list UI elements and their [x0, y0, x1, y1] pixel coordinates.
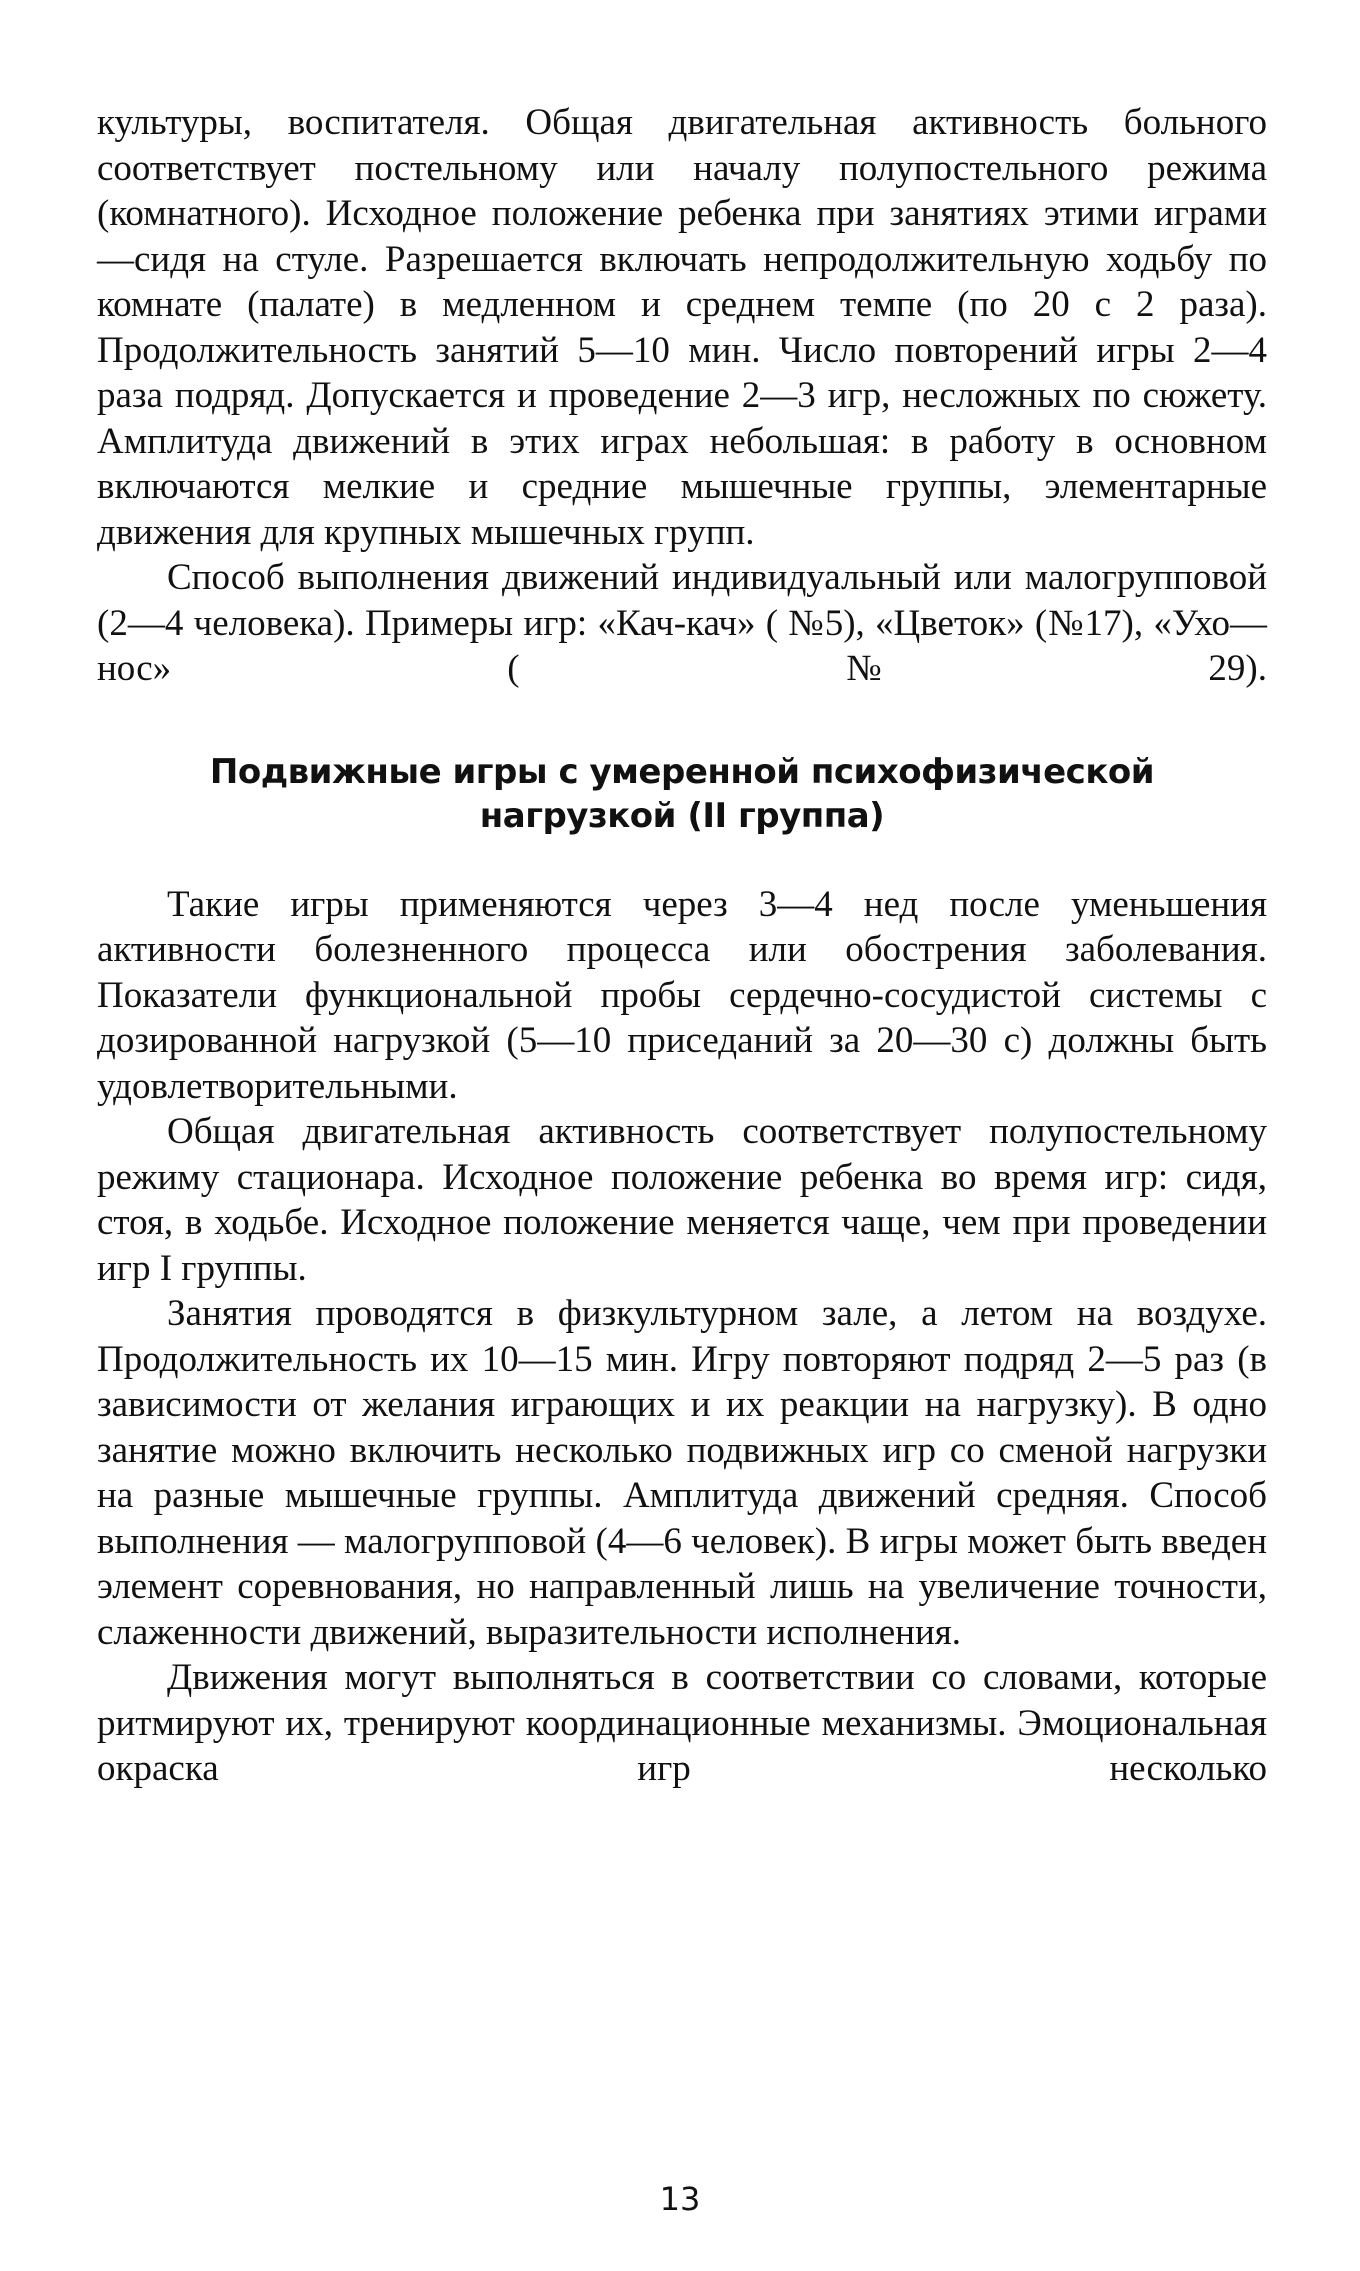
section-heading-line-2: нагрузкой (II группа) [479, 795, 885, 836]
page-number: 13 [659, 2180, 701, 2218]
paragraph-activity: Общая двигательная активность соответствует полупостельному режиму стационара. Исходное положение ребенка во время игр: сидя, стоя, в ходьбе. Исходное положение меняется чаще, чем при проведении игр I группы. [97, 1111, 1267, 1289]
paragraph-method-examples: Способ выполнения движений индивидуальный или малогрупповой (2—4 человека). Примеры игр: «Кач-кач» ( №5), «Цветок» (№17), «Ухо—нос» (№29). [97, 557, 1267, 689]
paragraph-movements: Движения могут выполняться в соответствии со словами, которые ритмируют их, тренируют координационные механизмы. Эмоциональная окраска игр несколько [97, 1657, 1267, 1789]
paragraph-sessions: Занятия проводятся в физкультурном зале, а летом на воздухе. Продолжительность их 10—15 мин. Игру повторяют подряд 2—5 раз (в зависимости от желания играющих и их реакции на нагрузку). В одно занятие можно включить несколько подвижных игр со сменой нагрузки на разные мышечные группы. Амплитуда движений средняя. Способ выполнения — малогрупповой (4—6 человек). В игры может быть введен элемент соревнования, но направленный лишь на увеличение точности, слаженности движений, выразительности исполнения. [97, 1293, 1267, 1653]
page-body [97, 100, 1267, 1792]
paragraph-application: Такие игры применяются через 3—4 нед после уменьшения активности болезненного процесса или обострения заболевания. Показатели функциональной пробы сердечно-сосудистой системы с дозированной нагрузкой (5—10 приседаний за 20—30 с) должны быть удовлетворительными. [97, 883, 1267, 1107]
section-heading-line-1: Подвижные игры с умеренной психофизической [209, 751, 1155, 792]
paragraph-continuation: культуры, воспитателя. Общая двигательная активность больного соответствует постельному или началу полупостельного режима (комнатного). Исходное положение ребенка при занятиях этими играми —сидя на стуле. Разрешается включать непродолжительную ходьбу по комнате (палате) в медленном и среднем темпе (по 20 с 2 раза). Продолжительность занятий 5—10 мин. Число повторений игры 2—4 раза подряд. Допускается и проведение 2—3 игр, несложных по сюжету. Амплитуда движений в этих играх небольшая: в работу в основном включаются мелкие и средние мышечные группы, элементарные движения для крупных мышечных групп. [97, 102, 1267, 553]
section-heading [97, 750, 1267, 838]
